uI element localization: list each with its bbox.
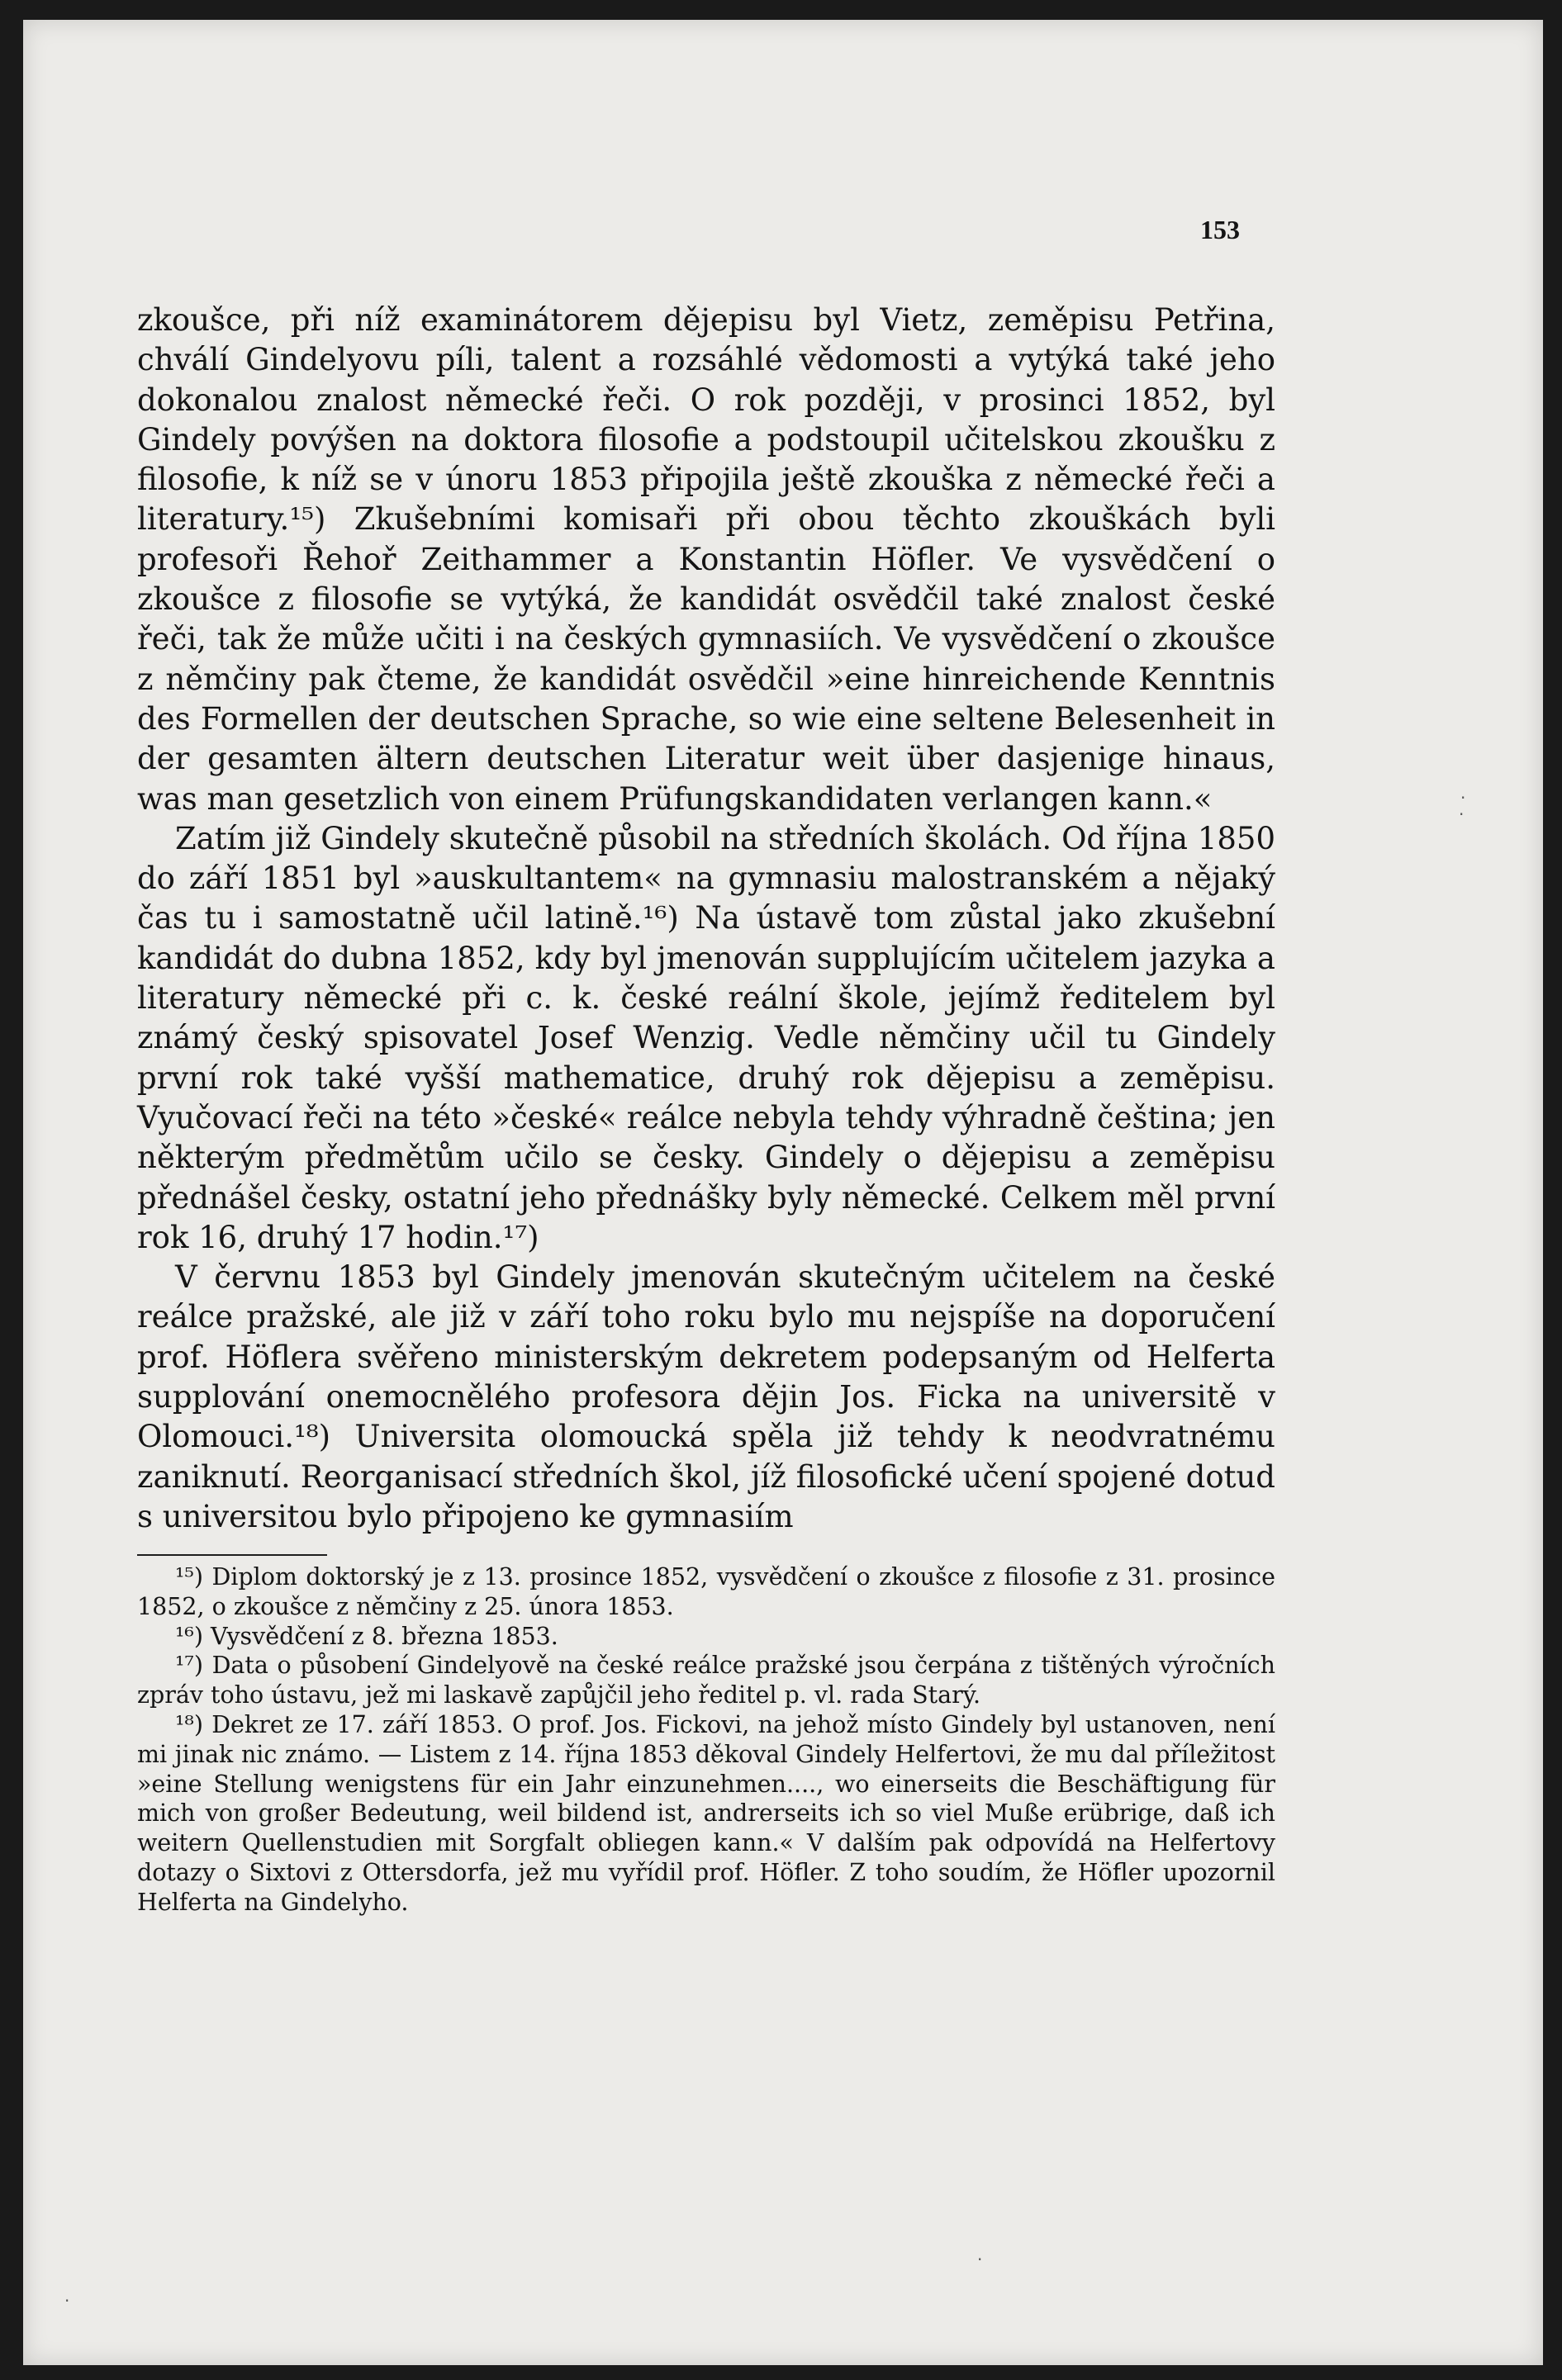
scanned-page <box>23 20 1543 2365</box>
page-number: 153 <box>1200 215 1240 244</box>
body-paragraph: Zatím již Gindely skutečně působil na středních školách. Od října 1850 do září 1851 byl »auskultantem« na gymnasiu malostranském a nějaký čas tu i samostatně učil latině.¹⁶) Na ústavě tom zůstal jako zkušební kandidát do dubna 1852, kdy byl jmenován supplujícím učitelem jazyka a literatury německé při c. k. české reální škole, jejímž ředitelem byl známý český spisovatel Josef Wenzig. Vedle němčiny učil tu Gindely první rok také vyšší mathematice, druhý rok dějepisu a zeměpisu. Vyučovací řeči na této »české« reálce nebyla tehdy výhradně čeština; jen některým předmětům učilo se česky. Gindely o dějepisu a zeměpisu přednášel česky, ostatní jeho přednášky byly německé. Celkem měl první rok 16, druhý 17 hodin.¹⁷) <box>137 820 1275 1255</box>
footnote: ¹⁵) Diplom doktorský je z 13. prosince 1852, vysvědčení o zkoušce z filosofie z 31. prosince 1852, o zkoušce z němčiny z 25. února 1853. <box>137 1563 1275 1620</box>
footnotes <box>137 1562 1275 1918</box>
footnote-divider <box>137 1554 327 1556</box>
scan-speck: · <box>977 2250 983 2269</box>
footnote: ¹⁷) Data o působení Gindelyově na české reálce pražské jsou čerpána z tištěných výročních zpráv toho ústavu, jež mi laskavě zapůjčil jeho ředitel p. vl. rada Starý. <box>137 1652 1275 1709</box>
scan-speck: · <box>1459 804 1465 824</box>
footnote: ¹⁶) Vysvědčení z 8. března 1853. <box>175 1622 558 1650</box>
body-paragraph: V červnu 1853 byl Gindely jmenován skutečným učitelem na české reálce pražské, ale již v září toho roku bylo mu nejspíše na doporučení prof. Höflera svěřeno ministerským dekretem podepsaným od Helferta supplování onemocnělého profesora dějin Jos. Ficka na universitě v Olomouci.¹⁸) Universita olomoucká spěla již tehdy k neodvratnému zaniknutí. Reorganisací středních škol, jíž filosofické učení spojené dotud s universitou bylo připojeno ke gymnasiím <box>137 1259 1275 1534</box>
scan-speck: · <box>64 2291 70 2311</box>
body-paragraph: zkoušce, při níž examinátorem dějepisu byl Vietz, zeměpisu Petřina, chválí Gindelyovu píli, talent a rozsáhlé vědomosti a vytýká také jeho dokonalou znalost německé řeči. O rok později, v prosinci 1852, byl Gindely povýšen na doktora filosofie a podstoupil učitelskou zkoušku z filosofie, k níž se v únoru 1853 připojila ještě zkouška z německé řeči a literatury.¹⁵) Zkušebními komisaři při obou těchto zkouškách byli profesoři Řehoř Zeithammer a Konstantin Höfler. Ve vysvědčení o zkoušce z filosofie se vytýká, že kandidát osvědčil také znalost české řeči, tak že může učiti i na českých gymnasiích. Ve vysvědčení o zkoušce z němčiny pak čteme, že kandidát osvědčil »eine hinreichende Kenntnis des Formellen der deutschen Sprache, so wie eine seltene Belesenheit in der gesamten ältern deutschen Literatur weit über dasjenige hinaus, was man gesetzlich von einem Prüfungskandidaten verlangen kann.« <box>137 302 1275 817</box>
main-text <box>137 301 1275 1537</box>
scan-speck: · <box>1460 788 1466 808</box>
footnote: ¹⁸) Dekret ze 17. září 1853. O prof. Jos. Fickovi, na jehož místo Gindely byl ustanoven, není mi jinak nic známo. — Listem z 14. října 1853 děkoval Gindely Helfertovi, že mu dal příležitost »eine Stellung wenigstens für ein Jahr einzunehmen...., wo einerseits die Beschäftigung für mich von großer Bedeutung, weil bildend ist, andrerseits ich so viel Muße erübrige, daß ich weitern Quellenstudien mit Sorgfalt obliegen kann.« V dalším pak odpovídá na Helfertovy dotazy o Sixtovi z Ottersdorfa, jež mu vyřídil prof. Höfler. Z toho soudím, že Höfler upozornil Helferta na Gindelyho. <box>137 1710 1275 1916</box>
